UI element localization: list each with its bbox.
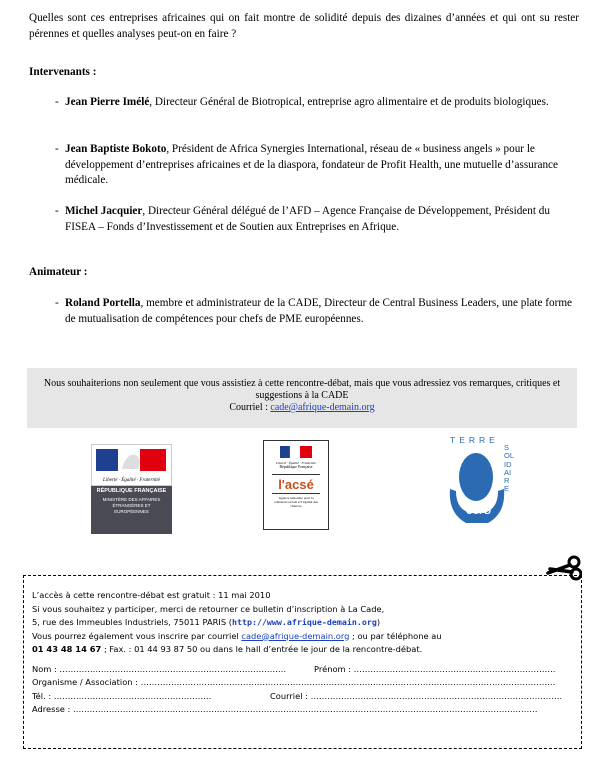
animateur-name: Roland Portella [65, 297, 141, 309]
organisme-field[interactable]: Organisme / Association : …………………………………………………………………………………………………………………………………… [32, 677, 556, 687]
motto: Liberté · Égalité · Fraternité [103, 478, 160, 483]
republique-label: RÉPUBLIQUE FRANÇAISE [96, 488, 167, 494]
speaker-name: Michel Jacquier [65, 205, 143, 217]
speaker-desc: , Président de Africa Synergies International, réseau de « business angels » pour le développement d’entreprises africaines et de la diaspora, fondateur de Profit Health, une mutuelle d’assurance médicale. [65, 143, 558, 186]
bullet-dash: - [55, 96, 59, 108]
speaker-name: Jean Baptiste Bokoto [65, 143, 167, 155]
marianne-flag-icon [92, 445, 171, 475]
courriel-label: Courriel : [229, 402, 271, 413]
email-link[interactable]: cade@afrique-demain.org [270, 402, 375, 413]
solidaire-label: SOLIDAIRE [504, 443, 515, 494]
tel-field[interactable]: Tél. : ………………………………………………… [32, 690, 212, 701]
registration-form [23, 575, 582, 749]
ministere-logo [91, 444, 172, 534]
feedback-note [27, 368, 577, 428]
bullet-dash: - [55, 143, 59, 155]
form-email-line: Vous pourrez également vous inscrire par courriel cade@afrique-demain.org ; ou par téléphone au [32, 630, 442, 641]
animateur-item [55, 296, 577, 327]
terre-label: TERRE [450, 435, 499, 445]
form-line: L’accès à cette rencontre-débat est gratuit : 11 mai 2010 [32, 590, 271, 600]
email-link[interactable]: cade@afrique-demain.org [241, 630, 350, 641]
republique-label: République Française [279, 465, 313, 469]
speaker-name: Jean Pierre Imélé [65, 96, 150, 108]
prenom-field[interactable]: Prénom : ………………………………………………………………. [314, 663, 556, 674]
intro-paragraph: Quelles sont ces entreprises africaines qui on fait montre de solidité depuis des dizaines d’années et qui ont su rester pérennes et quelles analyses peut-on en faire ? [29, 12, 579, 40]
flag-icon [264, 441, 328, 461]
bullet-dash: - [55, 297, 59, 309]
note-text: Nous souhaiterions non seulement que vous assistiez à cette rencontre-débat, mais que vous adressiez vos remarques, critiques et suggestions à la CADE [43, 378, 561, 401]
phone-number: 01 43 48 14 67 [32, 644, 102, 654]
acse-logo [263, 440, 329, 530]
form-name-row [32, 663, 573, 677]
ccfd-logo [448, 435, 524, 530]
courriel-field[interactable]: Courriel : ………………………………………………………………………………. [270, 690, 562, 701]
ministere-panel [91, 486, 172, 534]
form-line: Si vous souhaitez y participer, merci de retourner ce bulletin d’inscription à La Cade, [32, 603, 385, 614]
bullet-dash: - [55, 205, 59, 217]
motto: Liberté · Égalité · Fraternité [276, 461, 316, 465]
form-contact-row [32, 690, 573, 704]
ministere-label: MINISTÈRE DES AFFAIRES ÉTRANGÈRES ET EUROPÉENNES [102, 497, 161, 514]
speaker-desc: , Directeur Général de Biotropical, entreprise agro alimentaire et de produits biologiques. [149, 96, 549, 108]
speaker-item [55, 142, 577, 189]
nom-field[interactable]: Nom : ………………………………………………………………………. [32, 663, 287, 674]
speaker-item [55, 95, 577, 111]
intervenants-heading: Intervenants : [29, 66, 97, 78]
acse-tagline: Agence nationale pour la cohésion sociale et l'égalité des chances [274, 496, 318, 508]
adresse-field[interactable]: Adresse : …………………………………………………………………………………………………………………………………………………… [32, 704, 538, 714]
ccfd-label: CCFD [466, 506, 491, 516]
speaker-desc: , Directeur Général délégué de l’AFD – Agence Française de Développement, Président du FISEA – Fonds d’Investissement et de Soutien aux Entreprises en Afrique. [65, 205, 550, 233]
flag-panel [91, 444, 172, 486]
animateur-desc: , membre et administrateur de la CADE, Directeur de Central Business Leaders, une plate forme de mutualisation de compétences pour chefs de PME européennes. [65, 297, 573, 325]
form-phone-line: 01 43 48 14 67 ; Fax. : 01 44 93 87 50 ou dans le hall d’entrée le jour de la rencontre-débat. [32, 644, 423, 654]
website-link[interactable]: http://www.afrique-demain.org [231, 617, 377, 627]
speaker-item [55, 204, 577, 235]
form-address-line: 5, rue des Immeubles Industriels, 75011 PARIS (http://www.afrique-demain.org) [32, 617, 381, 627]
acse-brand: l'acsé [278, 477, 314, 492]
animateur-heading: Animateur : [29, 266, 88, 278]
